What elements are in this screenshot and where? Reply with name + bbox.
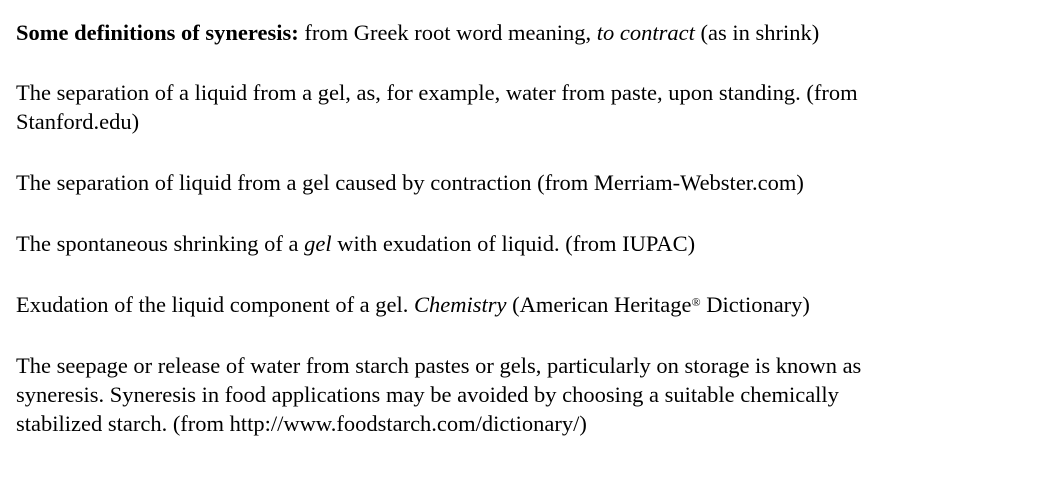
definition-foodstarch-line-3: stabilized starch. (from http://www.foodstarch.com/dictionary/) bbox=[16, 411, 587, 436]
definition-iupac-before: The spontaneous shrinking of a bbox=[16, 231, 305, 256]
definition-stanford-line-2: Stanford.edu) bbox=[16, 109, 140, 134]
heading-text: from Greek root word meaning, bbox=[298, 20, 597, 45]
definition-stanford-line-1: The separation of a liquid from a gel, as, for example, water from paste, upon standing. (from bbox=[16, 80, 858, 105]
definition-merriam-webster-text: The separation of liquid from a gel caused by contraction (from Merriam-Webster.com) bbox=[16, 170, 804, 195]
definition-merriam-webster bbox=[16, 168, 1056, 197]
definition-ah-after: (American Heritage bbox=[506, 292, 692, 317]
definition-iupac-after: with exudation of liquid. (from IUPAC) bbox=[331, 231, 696, 256]
heading-text-end: (as in shrink) bbox=[694, 20, 820, 45]
registered-mark: ® bbox=[691, 295, 701, 309]
definition-ah-end: Dictionary) bbox=[700, 292, 810, 317]
definition-foodstarch-line-2: syneresis. Syneresis in food applications may be avoided by choosing a suitable chemically bbox=[16, 382, 839, 407]
definitions-document bbox=[16, 18, 1056, 470]
heading-paragraph bbox=[16, 18, 1056, 47]
heading-italic-term: to contract bbox=[596, 20, 695, 45]
definition-iupac-italic: gel bbox=[304, 231, 332, 256]
definition-stanford bbox=[16, 78, 1056, 136]
definition-foodstarch-line-1: The seepage or release of water from starch pastes or gels, particularly on storage is known as bbox=[16, 353, 862, 378]
definition-american-heritage bbox=[16, 290, 1056, 319]
definition-ah-before: Exudation of the liquid component of a gel. bbox=[16, 292, 415, 317]
heading-title: Some definitions of syneresis: bbox=[16, 20, 299, 45]
definition-ah-italic: Chemistry bbox=[414, 292, 507, 317]
definition-foodstarch bbox=[16, 351, 1056, 438]
definition-iupac bbox=[16, 229, 1056, 258]
